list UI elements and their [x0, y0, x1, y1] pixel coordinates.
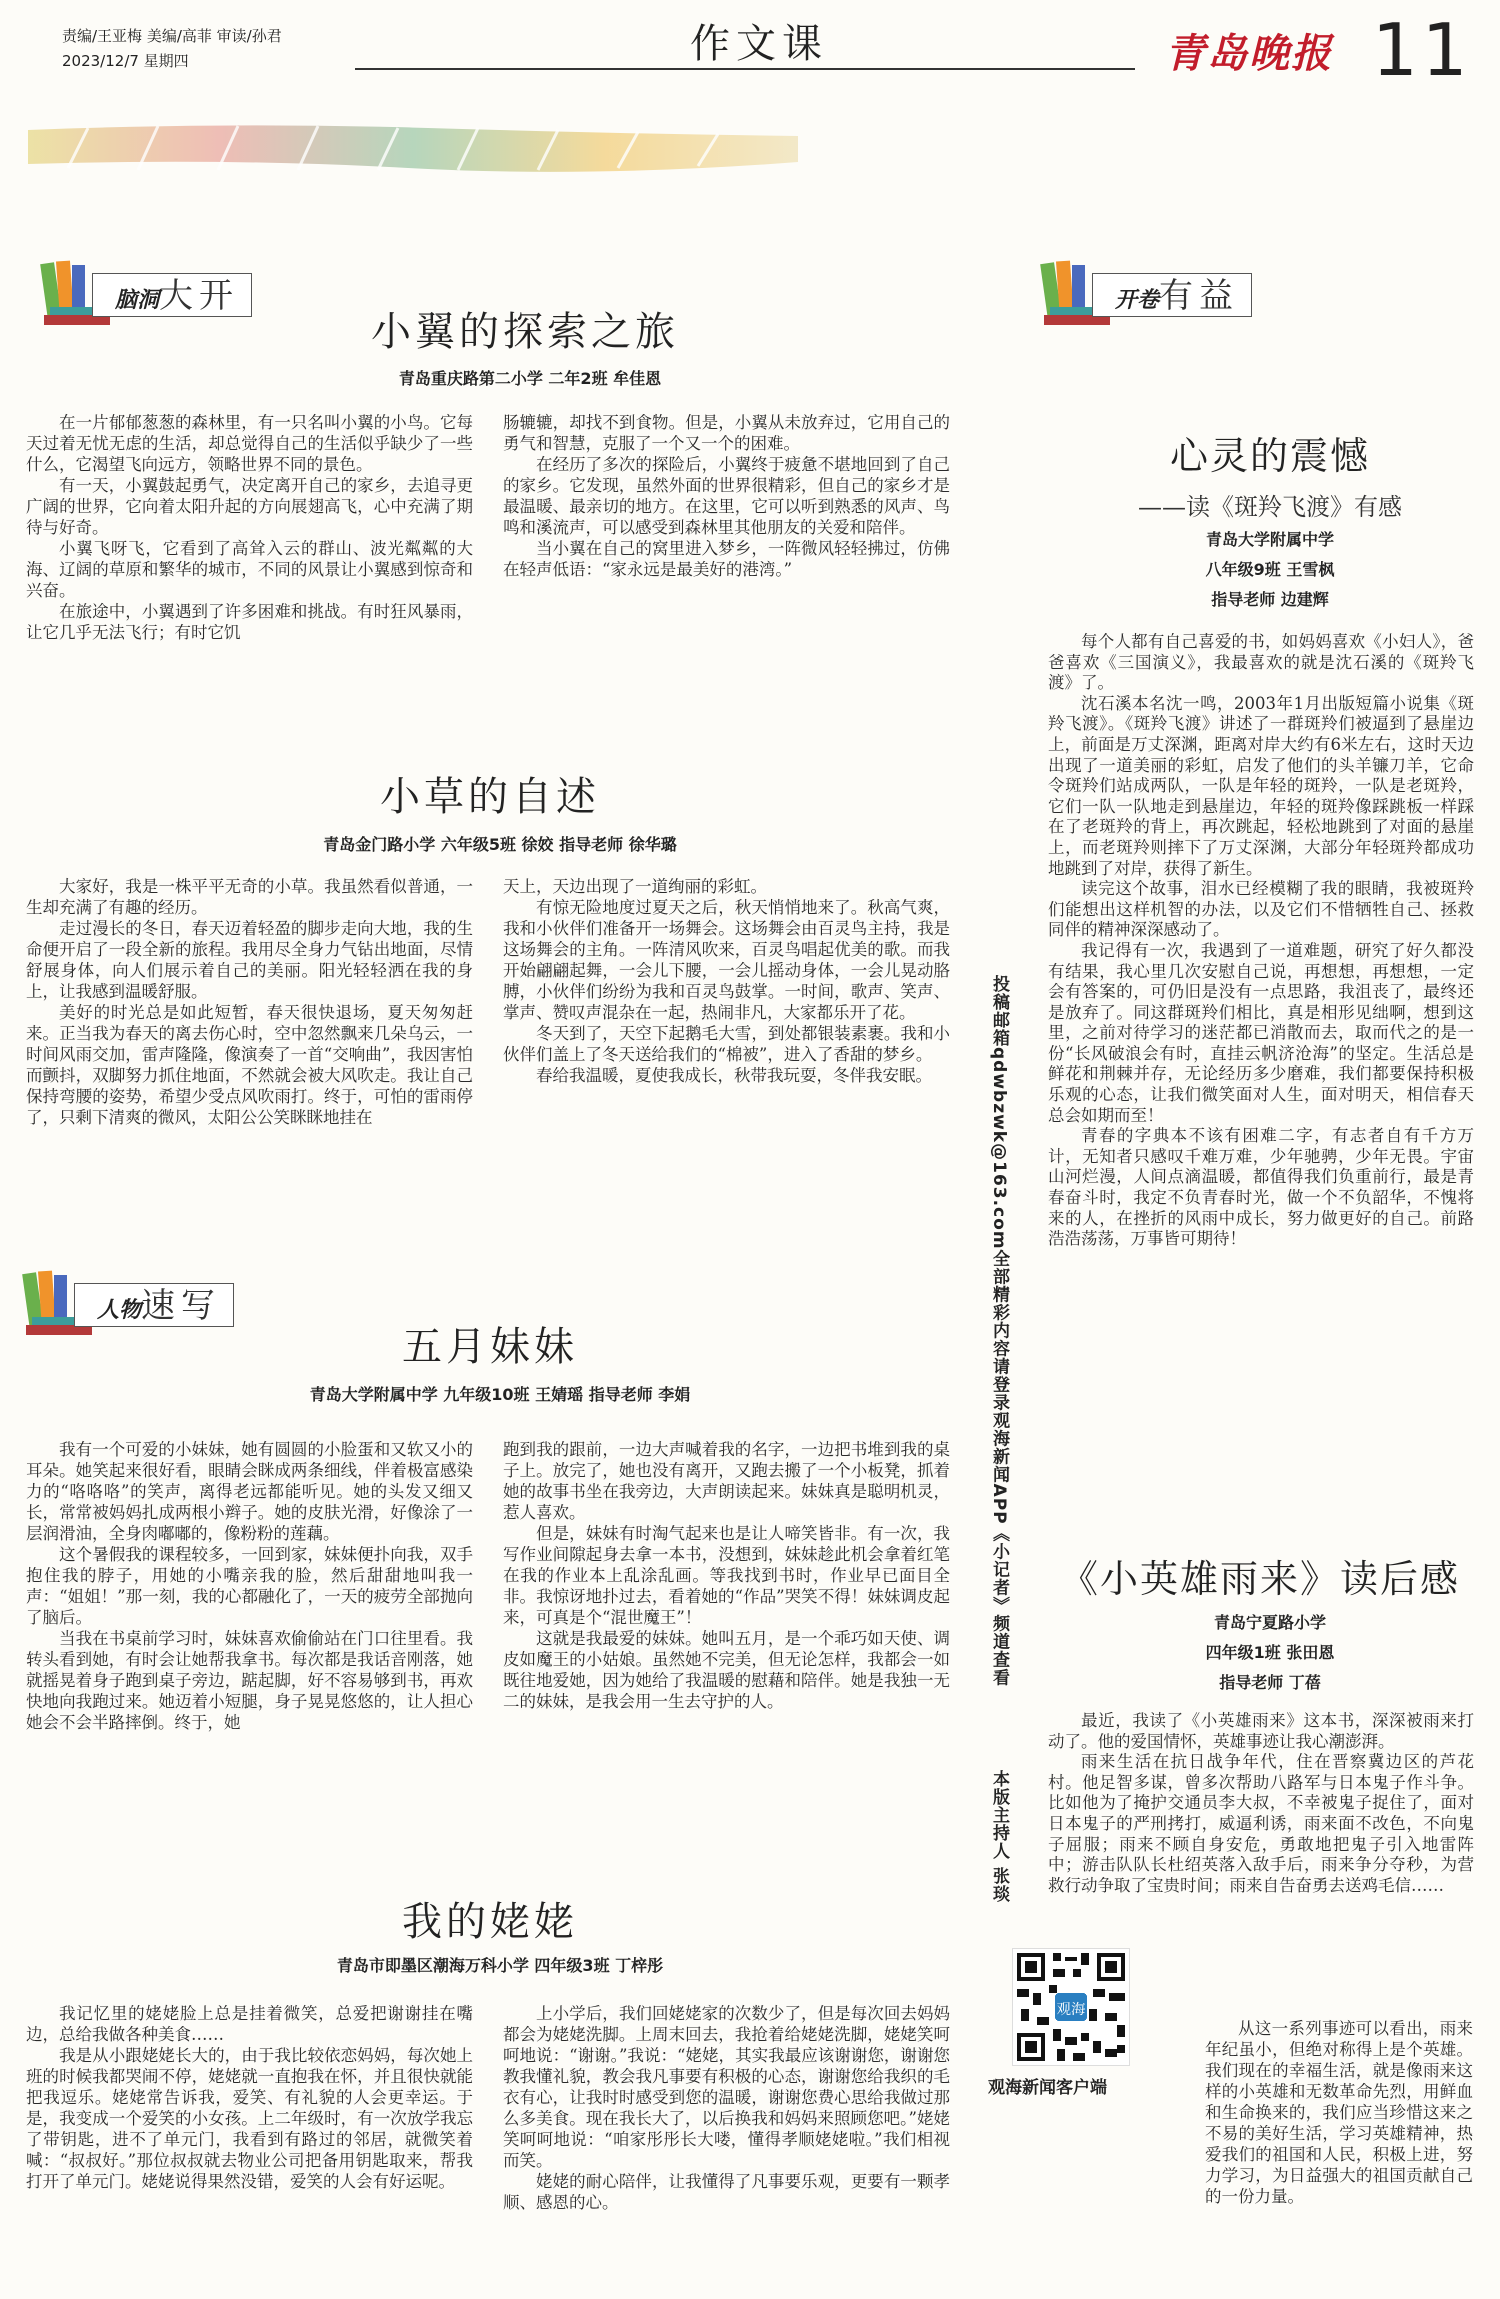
article-title-wing: 小翼的探索之旅	[371, 309, 679, 355]
byline-teacher: 指导老师 丁蓓	[1219, 1673, 1321, 1692]
paragraph: 沈石溪本名沈一鸣，2003年1月出版短篇小说集《斑羚飞渡》。《斑羚飞渡》讲述了一群斑羚们被逼到了悬崖边上，前面是万丈深渊，距离对岸大约有6米左右，这时天边出现了一道美丽的彩虹，启发了他们的头羊镰刀羊，它命令斑羚们站成两队，一队是年轻的斑羚，一队是老斑羚，它们一队一队地走到悬崖边，年轻的斑羚像踩跳板一样踩在了老斑羚的背上，再次跳起，轻松地跳到了对面的悬崖上，而老斑羚则摔下了万丈深渊，大部分年轻斑羚都成功地跳到了对岸，获得了新生。	[1048, 693, 1474, 878]
article-byline-sister: 青岛大学附属中学 九年级10班 王婧瑶 指导老师 李娟	[309, 1385, 691, 1404]
article-body-grandma-col1	[26, 2003, 473, 2192]
article-byline-hero	[1120, 1608, 1420, 1698]
paragraph: 我是从小跟姥姥长大的，由于我比较依恋妈妈，每次她上班的时候我都哭闹不停，姥姥就一直抱我在怀，并且很快就能把我逗乐。姥姥常告诉我，爱笑、有礼貌的人会更幸运。于是，我变成一个爱笑的小女孩。上二年级时，有一次放学我忘了带钥匙，进不了单元门，我看到有路过的邻居，就微笑着喊：“叔叔好。”那位叔叔就去物业公司把备用钥匙取来，帮我打开了单元门。姥姥说得果然没错，爱笑的人会有好运呢。	[26, 2046, 473, 2191]
article-byline-grass: 青岛金门路小学 六年级5班 徐姣 指导老师 徐华璐	[323, 835, 677, 854]
byline-student: 四年级1班 张田恩	[1205, 1643, 1335, 1662]
article-byline-shock	[1120, 525, 1420, 615]
paragraph: 跑到我的跟前，一边大声喊着我的名字，一边把书堆到我的桌子上。放完了，她也没有离开，又跑去搬了一个小板凳，抓着她的故事书坐在我旁边，大声朗读起来。妹妹真是聪明机灵，惹人喜欢。	[503, 1440, 950, 1522]
paragraph: 春给我温暖，夏使我成长，秋带我玩耍，冬伴我安眠。	[536, 1066, 932, 1085]
paragraph: 上小学后，我们回姥姥家的次数少了，但是每次回去妈妈都会为姥姥洗脚。上周末回去，我抢着给姥姥洗脚，姥姥笑呵呵地说：“谢谢。”我说：“姥姥，其实我最应该谢谢您，谢谢您教我懂礼貌，教会我凡事要有积极的心态，谢谢您给我织的毛衣有心，让我时时感受到您的温暖，谢谢您费心思给我做过那么多美食。现在我长大了，以后换我和妈妈来照顾您吧。”姥姥笑呵呵地说：“咱家彤彤长大喽，懂得孝顺姥姥啦。”我们相视而笑。	[503, 2004, 950, 2170]
tag-label-a: 人物	[97, 1297, 142, 1323]
tag-label-b: 速写	[141, 1286, 222, 1326]
article-body-grass-col2	[503, 876, 950, 1086]
byline-school: 青岛宁夏路小学	[1213, 1613, 1326, 1632]
article-body-grandma-col2	[503, 2003, 950, 2213]
article-byline-wing: 青岛重庆路第二小学 二年2班 牟佳恩	[398, 369, 662, 388]
qr-code-icon[interactable]	[1012, 1948, 1130, 2066]
paragraph: 读完这个故事，泪水已经模糊了我的眼睛，我被斑羚们能想出这样机智的办法，以及它们不惜牺牲自己、拯救同伴的精神深深感动了。	[1048, 879, 1474, 940]
article-body-shock	[1048, 632, 1474, 1250]
paragraph: 冬天到了，天空下起鹅毛大雪，到处都银装素裹。我和小伙伴们盖上了冬天送给我们的“棉被”，进入了香甜的梦乡。	[503, 1024, 950, 1064]
tag-label-b: 大开	[159, 276, 240, 316]
byline-school: 青岛大学附属中学	[1205, 530, 1334, 549]
article-byline-grandma: 青岛市即墨区潮海万科小学 四年级3班 丁梓彤	[336, 1956, 664, 1975]
article-title-sister: 五月妹妹	[402, 1324, 578, 1370]
paragraph: 在经历了多次的探险后，小翼终于疲惫不堪地回到了自己的家乡。它发现，虽然外面的世界很精彩，但自己的家乡才是最温暖、最亲切的地方。在这里，它可以听到熟悉的风声、鸟鸣和溪流声，可以感受到森林里其他朋友的关爱和陪伴。	[503, 455, 950, 537]
qr-logo-text: 观海	[1056, 2001, 1086, 2018]
date-line: 2023/12/7 星期四	[62, 52, 189, 70]
host-note: 本版主持人 张琰	[989, 1770, 1009, 1903]
article-body-hero	[1048, 1711, 1474, 1896]
page-meta	[62, 24, 282, 74]
article-title-shock: 心灵的震憾	[1169, 434, 1370, 478]
article-body-sister-col2	[503, 1439, 950, 1712]
paragraph: 肠辘辘，却找不到食物。但是，小翼从未放弃过，它用自己的勇气和智慧，克服了一个又一个的困难。	[503, 413, 950, 453]
paragraph: 有惊无险地度过夏天之后，秋天悄悄地来了。秋高气爽，我和小伙伴们准备开一场舞会。这场舞会由百灵鸟主持，我是这场舞会的主角。一阵清风吹来，百灵鸟唱起优美的歌。而我开始翩翩起舞，一会儿下腰，一会儿摇动身体，一会儿晃动胳膊，小伙伴们纷纷为我和百灵鸟鼓掌。一时间，歌声、笑声、掌声、赞叹声混杂在一起，热闹非凡，大家都乐开了花。	[503, 898, 950, 1022]
page-number: 11	[1372, 8, 1472, 92]
paragraph: 当小翼在自己的窝里进入梦乡，一阵微风轻轻拂过，仿佛在轻声低语：“家永远是最美好的港湾。”	[503, 539, 950, 579]
article-body-hero-narrow	[1205, 2018, 1473, 2207]
paragraph: 当我在书桌前学习时，妹妹喜欢偷偷站在门口往里看。我转头看到她，有时会让她帮我拿书。每次都是我话音刚落，她就摇晃着身子跑到桌子旁边，踮起脚，好不容易够到书，再欢快地向我跑过来。她迈着小短腿，身子晃晃悠悠的，让人担心她会不会半路摔倒。终于，她	[26, 1629, 473, 1732]
header-rule	[355, 68, 1135, 70]
byline-teacher: 指导老师 边建辉	[1211, 590, 1329, 609]
paragraph: 大家好，我是一株平平无奇的小草。我虽然看似普通，一生却充满了有趣的经历。	[26, 877, 473, 917]
paragraph: 走过漫长的冬日，春天迈着轻盈的脚步走向大地，我的生命便开启了一段全新的旅程。我用尽全身力气钻出地面，尽情舒展身体，向人们展示着自己的美丽。阳光轻轻洒在我的身上，让我感到温暖舒服。	[26, 919, 473, 1001]
decorative-brush-stripe	[28, 122, 798, 182]
submission-note: 投稿邮箱qdwbzwk@163.com全部精彩内容请登录观海新闻APP《小记者》频道查看	[989, 975, 1009, 1687]
paragraph: 我有一个可爱的小妹妹，她有圆圆的小脸蛋和又软又小的耳朵。她笑起来很好看，眼睛会眯成两条细线，伴着极富感染力的“咯咯咯”的笑声，离得老远都能听见。她的头发又细又长，常常被妈妈扎成两根小辫子。她的皮肤光滑，好像涂了一层润滑油，全身肉嘟嘟的，像粉粉的莲藕。	[26, 1440, 473, 1543]
article-subtitle-shock: ——读《斑羚飞渡》有感	[1138, 493, 1402, 521]
paragraph: 青春的字典本不该有困难二字，有志者自有千方万计，无知者只感叹千难万难，少年驰骋，少年无畏。宇宙山河烂漫，人间点滴温暖，都值得我们负重前行，最是青春奋斗时，我定不负青春时光，做一个不负韶华，不愧将来的人，在挫折的风雨中成长，努力做更好的自己。前路浩浩荡荡，万事皆可期待！	[1048, 1126, 1474, 1249]
paragraph: 在旅途中，小翼遇到了许多困难和挑战。有时狂风暴雨，让它几乎无法飞行；有时它饥	[26, 602, 473, 642]
paragraph: 我记忆里的姥姥脸上总是挂着微笑，总爱把谢谢挂在嘴边，总给我做各种美食……	[26, 2004, 473, 2044]
tag-label-a: 脑洞	[115, 287, 160, 313]
tag-label-b: 有益	[1159, 276, 1240, 316]
paragraph: 有一天，小翼鼓起勇气，决定离开自己的家乡，去追寻更广阔的世界，它向着太阳升起的方向展翅高飞，心中充满了期待与好奇。	[26, 476, 473, 537]
newspaper-brand: 青岛晚报	[1165, 30, 1333, 77]
article-title-hero: 《小英雄雨来》读后感	[1059, 1557, 1460, 1601]
article-title-grandma: 我的姥姥	[402, 1899, 578, 1945]
paragraph: 这就是我最爱的妹妹。她叫五月，是一个乖巧如天使、调皮如魔王的小姑娘。虽然她不完美，但无论怎样，我都会一如既往地爱她，因为她给了我温暖的慰藉和陪伴。她是我独一无二的妹妹，是我会用一生去守护的人。	[503, 1629, 950, 1711]
paragraph: 天上，天边出现了一道绚丽的彩虹。	[503, 877, 767, 896]
paragraph: 从这一系列事迹可以看出，雨来年纪虽小，但绝对称得上是个英雄。我们现在的幸福生活，就是像雨来这样的小英雄和无数革命先烈，用鲜血和生命换来的，我们应当珍惜这来之不易的美好生活，学习英雄精神，热爱我们的祖国和人民，积极上进，努力学习，为日益强大的祖国贡献自己的一份力量。	[1205, 2019, 1473, 2206]
article-body-wing-col1	[26, 412, 473, 643]
paragraph: 美好的时光总是如此短暂，春天很快退场，夏天匆匆赶来。正当我为春天的离去伤心时，空中忽然飘来几朵乌云，一时间风雨交加，雷声隆隆，像演奏了一首“交响曲”，我因害怕而颤抖，双脚努力抓住地面，不然就会被大风吹走。我让自己保持弯腰的姿势，希望少受点风吹雨打。终于，可怕的雷雨停了，只剩下清爽的微风，太阳公公笑眯眯地挂在	[26, 1003, 473, 1127]
paragraph: 姥姥的耐心陪伴，让我懂得了凡事要乐观，更要有一颗孝顺、感恩的心。	[503, 2172, 950, 2212]
article-title-grass: 小草的自述	[380, 774, 600, 820]
paragraph: 在一片郁郁葱葱的森林里，有一只名叫小翼的小鸟。它每天过着无忧无虑的生活，却总觉得自己的生活似乎缺少了一些什么，它渴望飞向远方，领略世界不同的景色。	[26, 413, 473, 474]
paragraph: 我记得有一次，我遇到了一道难题，研究了好久都没有结果，我心里几次安慰自己说，再想想，再想想，一定会有答案的，可仍旧是没有一点思路，我沮丧了，最终还是放弃了。同这群斑羚们相比，真是相形见绌啊，想到这里，之前对待学习的迷茫都已消散而去，取而代之的是一份“长风破浪会有时，直挂云帆济沧海”的坚定。生活总是鲜花和荆棘并存，无论经历多少磨难，我们都要保持积极乐观的心态，让我们微笑面对人生，面对明天，相信春天总会如期而至！	[1048, 940, 1474, 1125]
editors-line: 责编/王亚梅 美编/高菲 审读/孙君	[62, 27, 282, 45]
paragraph: 雨来生活在抗日战争年代，住在晋察冀边区的芦花村。他足智多谋，曾多次帮助八路军与日本鬼子作斗争。比如他为了掩护交通员李大叔，不幸被鬼子捉住了，面对日本鬼子的严刑拷打，威逼利诱，雨来面不改色，不向鬼子屈服；雨来不顾自身安危，勇敢地把鬼子引入地雷阵中；游击队队长杜绍英落入敌手后，雨来争分夺秒，为营救行动争取了宝贵时间；雨来自告奋勇去送鸡毛信……	[1048, 1752, 1474, 1895]
section-title: 作文课	[690, 21, 828, 67]
paragraph: 最近，我读了《小英雄雨来》这本书，深深被雨来打动了。他的爱国情怀，英雄事迹让我心潮澎湃。	[1048, 1711, 1474, 1751]
paragraph: 但是，妹妹有时淘气起来也是让人啼笑皆非。有一次，我写作业间隙起身去拿一本书，没想到，妹妹趁此机会拿着红笔在我的作业本上乱涂乱画。等我找到书时，作业早已面目全非。我惊讶地扑过去，看着她的“作品”哭笑不得！妹妹调皮起来，可真是个“混世魔王”！	[503, 1524, 950, 1627]
byline-student: 八年级9班 王雪枫	[1205, 560, 1335, 579]
article-body-wing-col2	[503, 412, 950, 580]
paragraph: 小翼飞呀飞，它看到了高耸入云的群山、波光粼粼的大海、辽阔的草原和繁华的城市，不同的风景让小翼感到惊奇和兴奋。	[26, 539, 473, 600]
paragraph: 这个暑假我的课程较多，一回到家，妹妹便扑向我，双手抱住我的脖子，用她的小嘴亲我的脸，然后甜甜地叫我一声：“姐姐！”那一刻，我的心都融化了，一天的疲劳全部抛向了脑后。	[26, 1545, 473, 1627]
qr-caption: 观海新闻客户端	[988, 2078, 1107, 2098]
article-body-grass-col1	[26, 876, 473, 1128]
tag-label-a: 开卷	[1115, 287, 1160, 313]
article-body-sister-col1	[26, 1439, 473, 1733]
paragraph: 每个人都有自己喜爱的书，如妈妈喜欢《小妇人》，爸爸喜欢《三国演义》，我最喜欢的就是沈石溪的《斑羚飞渡》了。	[1048, 632, 1474, 693]
